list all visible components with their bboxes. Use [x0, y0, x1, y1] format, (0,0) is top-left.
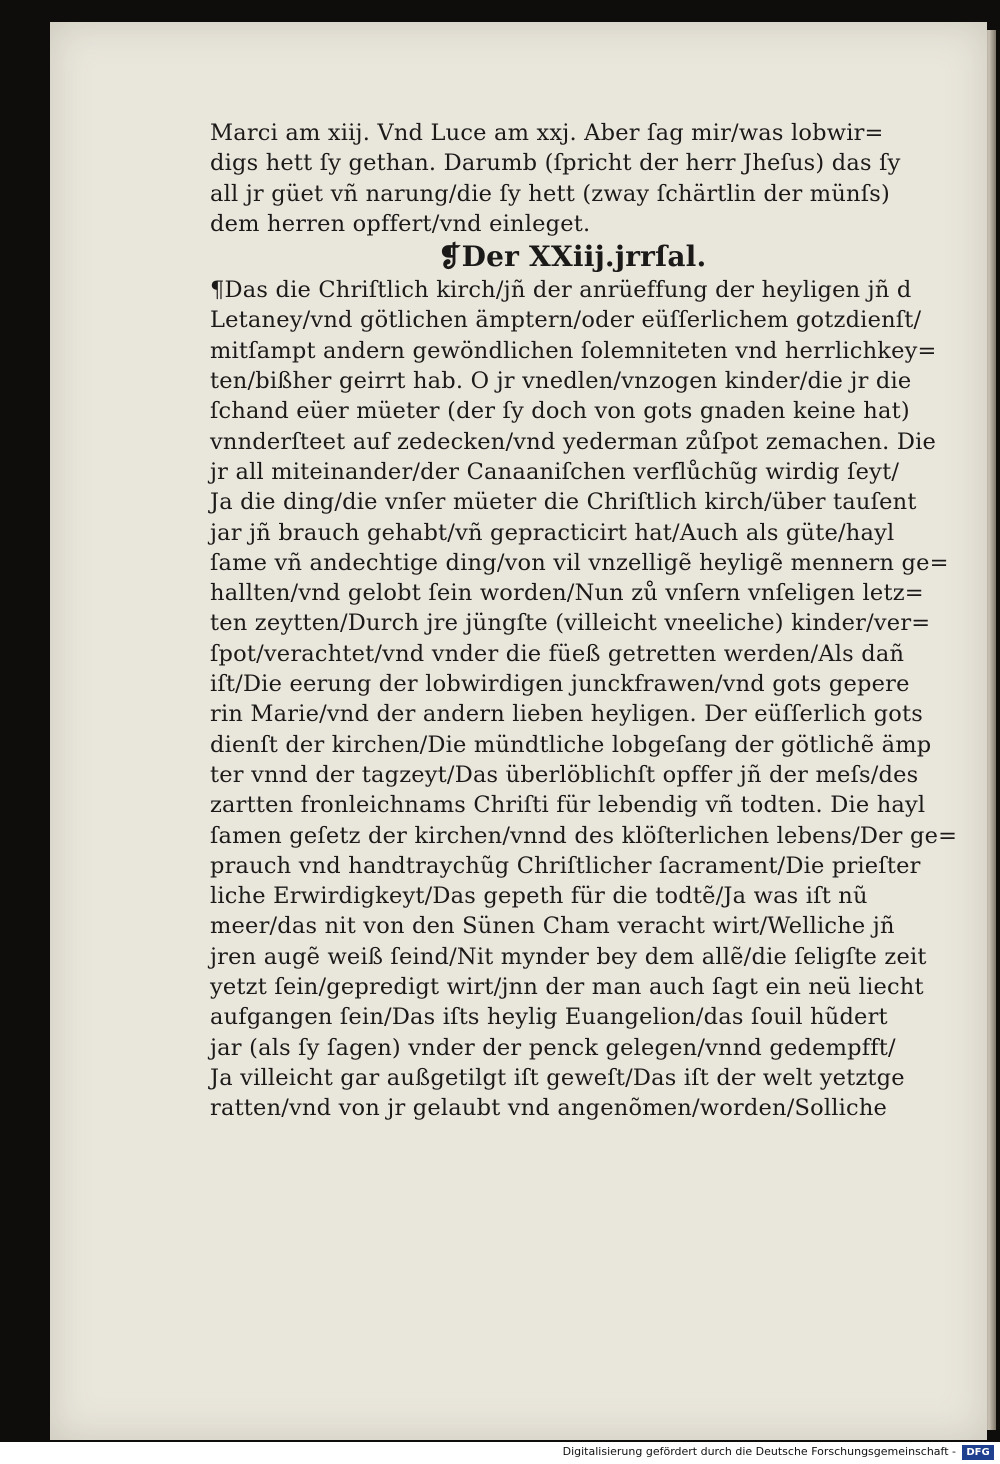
text-line: aufgangen ſein/Das iſts heylig Euangelion/das ſouil hũdert [210, 1004, 888, 1031]
text-line: ten zeytten/Durch jre jüngſte (villeicht vneeliche) kinder/ver= [210, 610, 931, 637]
text-line: ¶Das die Chriſtlich kirch/jñ der anrüeffung der heyligen jñ d [210, 277, 912, 304]
page-text [210, 118, 958, 1124]
text-line: ſpot/verachtet/vnd vnder die füeß getretten werden/Als dañ [210, 640, 905, 667]
text-line: jren augẽ weiß ſeind/Nit mynder bey dem allẽ/die ſeligſte zeit [210, 943, 927, 970]
text-line: dem herren opffert/vnd einleget. [210, 210, 591, 237]
text-line: jar (als ſy ſagen) vnder der penck gelegen/vnnd gedempfft/ [210, 1034, 896, 1061]
text-line: Letaney/vnd götlichen ämptern/oder eüſſerlichem gotzdienſt/ [210, 307, 922, 334]
text-line: yetzt ſein/gepredigt wirt/jnn der man auch ſagt ein neü liecht [210, 974, 924, 1001]
text-line: ten/bißher geirrt hab. O jr vnedlen/vnzogen kinder/die jr die [210, 368, 912, 395]
text-line: jr all miteinander/der Canaaniſchen verflůchũg wirdig ſeyt/ [210, 458, 900, 485]
footer-bar [0, 1442, 1000, 1464]
text-line: mitſampt andern gewöndlichen ſolemniteten vnd herrlichkey= [210, 337, 937, 364]
text-line: Marci am xiij. Vnd Luce am xxj. Aber ſag mir/was lobwir= [210, 120, 884, 146]
text-line: zartten fronleichnams Chriſti für lebendig vñ todten. Die hayl [210, 792, 926, 819]
dfg-logo[interactable]: DFG [962, 1445, 994, 1460]
text-line: prauch vnd handtraychũg Chriſtlicher ſacrament/Die prieſter [210, 852, 921, 879]
text-line: digs hett ſy gethan. Darumb (ſpricht der herr Jheſus) das ſy [210, 150, 901, 177]
text-line: jar jñ brauch gehabt/vñ gepracticirt hat/Auch als güte/hayl [210, 519, 895, 546]
text-line: ſame vñ andechtige ding/von vil vnzelligẽ heyligẽ mennern ge= [210, 549, 949, 576]
text-line: hallten/vnd gelobt ſein worden/Nun zů vnſern vnſeligen letz= [210, 580, 924, 607]
text-line: vnnderſteet auf zedecken/vnd yederman zůſpot zemachen. Die [210, 428, 936, 455]
text-line: ratten/vnd von jr gelaubt vnd angenõmen/worden/Solliche [210, 1095, 888, 1122]
text-line: iſt/Die eerung der lobwirdigen junckfrawen/vnd gots gepere [210, 671, 910, 698]
chapter-heading: ❡Der XXiij.jrrſal. [438, 240, 707, 274]
text-line: ſamen geſetz der kirchen/vnnd des klöſterlichen lebens/Der ge= [210, 822, 958, 849]
funding-credit: Digitalisierung gefördert durch die Deutsche Forschungsgemeinschaft - [562, 1445, 956, 1458]
text-line: meer/das nit von den Sünen Cham veracht wirt/Welliche jñ [210, 913, 895, 940]
text-line: ſchand eüer müeter (der ſy doch von gots gnaden keine hat) [210, 398, 910, 425]
text-line: dienſt der kirchen/Die mündtliche lobgeſang der götlichẽ ämp [210, 731, 932, 758]
text-line: ter vnnd der tagzeyt/Das überlöblichſt opffer jñ der meſs/des [210, 761, 919, 788]
text-line: Ja villeicht gar außgetilgt iſt geweſt/Das iſt der welt yetztge [210, 1064, 905, 1091]
text-line: liche Erwirdigkeyt/Das gepeth für die todtẽ/Ja was iſt nũ [210, 883, 868, 910]
text-line: rin Marie/vnd der andern lieben heyligen. Der eüſſerlich gots [210, 701, 923, 728]
text-line: Ja die ding/die vnſer müeter die Chriſtlich kirch/über tauſent [210, 489, 917, 516]
text-line: all jr güet vñ narung/die ſy hett (zway ſchärtlin der münſs) [210, 180, 890, 207]
